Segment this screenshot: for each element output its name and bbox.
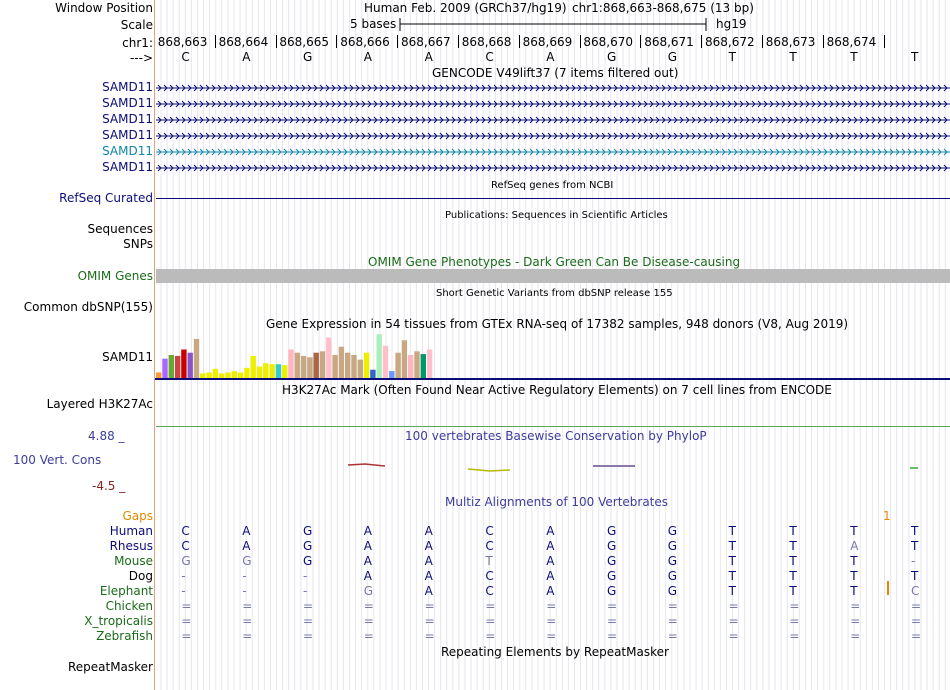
alignment-base: = <box>667 614 678 628</box>
gencode-transcript[interactable] <box>156 163 950 173</box>
alignment-base: = <box>850 629 861 643</box>
gtex-tissue-bar[interactable] <box>332 355 337 378</box>
alignment-base: T <box>911 524 919 538</box>
gtex-tissue-bar[interactable] <box>295 353 300 378</box>
coordinate-tick <box>519 35 520 48</box>
gtex-tissue-bar[interactable] <box>257 367 262 379</box>
coordinate-tick <box>762 35 763 48</box>
coordinate-tick <box>276 35 277 48</box>
alignment-base: - <box>303 584 308 598</box>
alignment-base: = <box>728 614 739 628</box>
base-letter: T <box>911 50 919 64</box>
alignment-base: = <box>789 599 800 613</box>
gtex-tissue-bar[interactable] <box>200 373 205 378</box>
alignment-base: = <box>546 629 557 643</box>
coordinate-label: 868,669 <box>522 35 573 49</box>
gtex-tissue-bar[interactable] <box>414 351 419 378</box>
alignment-base: = <box>303 629 314 643</box>
coordinate-tick <box>640 35 641 48</box>
base-letter: C <box>485 50 494 64</box>
gtex-tissue-bar[interactable] <box>213 369 218 378</box>
omim-label[interactable]: OMIM Genes <box>77 269 153 283</box>
gtex-tissue-bar[interactable] <box>251 356 256 378</box>
alignment-base: = <box>728 599 739 613</box>
alignment-base: = <box>363 614 374 628</box>
alignment-base: T <box>789 539 797 553</box>
alignment-base: C <box>911 584 920 598</box>
alignment-base: A <box>546 569 555 583</box>
gaps-label: Gaps <box>122 509 153 523</box>
alignment-base: = <box>181 629 192 643</box>
base-letter: T <box>728 50 736 64</box>
alignment-base: T <box>789 584 797 598</box>
gtex-tissue-bar[interactable] <box>188 353 193 378</box>
h3k27ac-baseline <box>156 426 950 427</box>
db-text: hg19 <box>716 17 747 31</box>
alignment-base: = <box>728 629 739 643</box>
alignment-base: T <box>789 524 797 538</box>
coordinate-label: 868,666 <box>340 35 390 49</box>
gtex-tissue-bar[interactable] <box>339 347 344 378</box>
alignment-base: T <box>728 539 736 553</box>
base-letter: G <box>667 50 678 64</box>
alignment-base: T <box>728 554 736 568</box>
alignment-base: G <box>607 569 617 583</box>
alignment-base: = <box>181 599 192 613</box>
gtex-tissue-bar[interactable] <box>225 372 230 378</box>
window-position-label: Window Position <box>55 1 153 15</box>
alignment-base: = <box>424 599 435 613</box>
alignment-base: A <box>242 524 251 538</box>
alignment-base: G <box>607 584 617 598</box>
cons-track-title: 100 vertebrates Basewise Conservation by PhyloP <box>405 429 707 443</box>
multiz-species-label[interactable]: Zebrafish <box>96 629 153 643</box>
base-letter: A <box>424 50 433 64</box>
cons-min-label: -4.5 _ <box>92 479 126 493</box>
coordinate-label: 868,673 <box>765 35 816 49</box>
alignment-base: C <box>181 539 190 553</box>
base-letter: A <box>363 50 373 64</box>
alignment-base: T <box>728 524 736 538</box>
repeatmasker-track-title: Repeating Elements by RepeatMasker <box>441 645 669 659</box>
gtex-track-title: Gene Expression in 54 tissues from GTEx RNA-seq of 17382 samples, 948 donors (V8, Aug 2019) <box>266 317 849 331</box>
scale-bar <box>398 17 710 33</box>
alignment-base: = <box>546 614 557 628</box>
gencode-gene-label[interactable]: SAMD11 <box>102 128 153 142</box>
alignment-base: T <box>485 554 493 568</box>
alignment-base: G <box>242 554 252 568</box>
base-letter: C <box>181 50 190 64</box>
alignment-base: G <box>667 584 678 598</box>
multiz-species-label[interactable]: Elephant <box>99 584 153 598</box>
gtex-tissue-bar[interactable] <box>169 355 174 378</box>
coordinate-label: 868,665 <box>279 35 330 49</box>
alignment-base: A <box>546 554 555 568</box>
alignment-base: = <box>363 599 374 613</box>
alignment-base: A <box>546 539 555 553</box>
coordinate-tick <box>397 35 398 48</box>
alignment-base: A <box>363 554 373 568</box>
alignment-base: A <box>424 524 433 538</box>
cons-max-label: 4.88 _ <box>88 429 125 443</box>
alignment-base: G <box>363 584 374 598</box>
gaps-value: 1 <box>883 509 891 523</box>
alignment-base: T <box>728 584 736 598</box>
coordinate-label: 868,674 <box>826 35 877 49</box>
alignment-base: C <box>181 524 190 538</box>
gtex-tissue-bar[interactable] <box>370 370 375 378</box>
gtex-tissue-bar[interactable] <box>314 353 319 378</box>
coordinate-tick <box>458 35 459 48</box>
gencode-gene-label[interactable]: SAMD11 <box>102 160 153 174</box>
gtex-tissue-bar[interactable] <box>421 354 426 378</box>
alignment-base: T <box>911 569 919 583</box>
alignment-base: A <box>424 554 433 568</box>
gtex-tissue-bar[interactable] <box>320 351 325 378</box>
alignment-base: A <box>363 569 373 583</box>
alignment-base: = <box>424 629 435 643</box>
base-letter: A <box>546 50 555 64</box>
base-letter: T <box>850 50 858 64</box>
alignment-base: T <box>850 524 858 538</box>
alignment-base: - <box>242 584 247 598</box>
alignment-base: C <box>485 539 494 553</box>
scale-label: Scale <box>120 18 153 32</box>
alignment-base: C <box>485 524 494 538</box>
gencode-gene-label[interactable]: SAMD11 <box>102 112 153 126</box>
cons-label[interactable]: 100 Vert. Cons <box>13 453 102 467</box>
alignment-base: = <box>363 629 374 643</box>
coordinate-tick <box>215 35 216 48</box>
multiz-track-title: Multiz Alignments of 100 Vertebrates <box>445 495 669 509</box>
multiz-species-label[interactable]: Dog <box>128 569 153 583</box>
base-letter: T <box>789 50 797 64</box>
alignment-base: T <box>850 554 858 568</box>
alignment-base: = <box>667 599 678 613</box>
cons-wiggle <box>340 460 940 476</box>
alignment-base: = <box>485 629 496 643</box>
coordinate-label: 868,670 <box>583 35 634 49</box>
alignment-base: = <box>181 614 192 628</box>
alignment-base: = <box>911 614 922 628</box>
alignment-base: A <box>424 569 433 583</box>
multiz-species-label[interactable]: Mouse <box>114 554 153 568</box>
gtex-tissue-bar[interactable] <box>427 349 432 378</box>
gtex-tissue-bar[interactable] <box>232 371 237 378</box>
coordinate-label: 868,664 <box>218 35 269 49</box>
alignment-base: A <box>424 584 433 598</box>
multiz-species-label[interactable]: Human <box>109 524 153 538</box>
alignment-base: = <box>242 629 253 643</box>
assembly-title: Human Feb. 2009 (GRCh37/hg19) <box>364 1 567 15</box>
alignment-base: = <box>546 599 557 613</box>
gtex-label[interactable]: SAMD11 <box>102 350 153 364</box>
alignment-base: A <box>850 539 859 553</box>
alignment-base: = <box>485 599 496 613</box>
sequences-label[interactable]: Sequences <box>87 222 153 236</box>
gtex-tissue-bar[interactable] <box>244 368 249 378</box>
alignment-base: = <box>607 614 618 628</box>
refseq-label[interactable]: RefSeq Curated <box>59 191 153 205</box>
gtex-tissue-bar[interactable] <box>358 360 363 378</box>
h3k27ac-track-title: H3K27Ac Mark (Often Found Near Active Regulatory Elements) on 7 cell lines from ENCODE <box>282 383 832 397</box>
gtex-tissue-bar[interactable] <box>326 338 331 378</box>
alignment-base: = <box>789 629 800 643</box>
publications-track-title: Publications: Sequences in Scientific Articles <box>445 210 668 221</box>
alignment-base: = <box>667 629 678 643</box>
alignment-base: = <box>850 614 861 628</box>
gencode-gene-label[interactable]: SAMD11 <box>102 96 153 110</box>
refseq-track-title: RefSeq genes from NCBI <box>491 180 614 191</box>
gtex-tissue-bar[interactable] <box>282 365 287 378</box>
alignment-base: T <box>728 569 736 583</box>
alignment-base: - <box>181 569 186 583</box>
gtex-tissue-bar[interactable] <box>206 372 211 378</box>
alignment-base: C <box>485 569 494 583</box>
gtex-tissue-bar[interactable] <box>156 372 161 378</box>
alignment-base: = <box>607 599 618 613</box>
gtex-tissue-bar[interactable] <box>162 359 167 378</box>
coordinate-label: 868,668 <box>461 35 512 49</box>
gencode-gene-label[interactable]: SAMD11 <box>102 80 153 94</box>
alignment-base: A <box>546 524 555 538</box>
coordinate-label: 868,671 <box>644 35 694 49</box>
alignment-base: A <box>363 524 373 538</box>
gencode-transcript[interactable] <box>156 131 950 141</box>
base-letter: G <box>607 50 617 64</box>
gtex-tissue-bar[interactable] <box>219 373 224 378</box>
alignment-base: = <box>911 599 922 613</box>
base-letter: A <box>242 50 251 64</box>
gencode-transcript[interactable] <box>156 83 950 93</box>
alignment-base: G <box>303 539 313 553</box>
gencode-track-title: GENCODE V49lift37 (7 items filtered out) <box>432 66 679 80</box>
alignment-base: G <box>303 554 313 568</box>
alignment-base: = <box>485 614 496 628</box>
gencode-transcript[interactable] <box>156 115 950 125</box>
h3k27ac-label[interactable]: Layered H3K27Ac <box>46 397 153 411</box>
gtex-chart[interactable] <box>155 332 950 382</box>
alignment-base: = <box>607 629 618 643</box>
gtex-tissue-bar[interactable] <box>263 363 268 378</box>
coordinate-label: 868,663 <box>157 35 208 49</box>
alignment-base: G <box>607 554 617 568</box>
snps-label[interactable]: SNPs <box>123 237 153 251</box>
alignment-base: G <box>607 524 617 538</box>
gtex-tissue-bar[interactable] <box>364 353 369 378</box>
gencode-transcript[interactable] <box>156 99 950 109</box>
alignment-base: = <box>911 629 922 643</box>
alignment-base: A <box>546 584 555 598</box>
coordinate-tick <box>336 35 337 48</box>
coordinate-tick <box>580 35 581 48</box>
alignment-base: G <box>667 524 678 538</box>
alignment-base: = <box>789 614 800 628</box>
alignment-base: = <box>303 614 314 628</box>
alignment-base: G <box>667 569 678 583</box>
gtex-tissue-bar[interactable] <box>377 334 382 378</box>
alignment-base: T <box>911 539 919 553</box>
refseq-track-line <box>156 198 950 199</box>
gtex-tissue-bar[interactable] <box>276 364 281 378</box>
alignment-base: - <box>303 569 308 583</box>
alignment-base: = <box>242 599 253 613</box>
gtex-tissue-bar[interactable] <box>345 353 350 378</box>
coordinate-tick <box>884 35 885 48</box>
omim-track-bar <box>156 269 950 283</box>
alignment-base: = <box>850 599 861 613</box>
coordinate-label: 868,672 <box>705 35 755 49</box>
alignment-base: G <box>303 524 313 538</box>
repeatmasker-label[interactable]: RepeatMasker <box>67 660 153 674</box>
gtex-tissue-bar[interactable] <box>307 357 312 378</box>
coordinate-tick <box>701 35 702 48</box>
gtex-tissue-bar[interactable] <box>181 349 186 378</box>
position-text: chr1:868,663-868,675 (13 bp) <box>572 1 754 15</box>
gtex-tissue-bar[interactable] <box>175 356 180 378</box>
alignment-base: - <box>911 554 916 568</box>
base-letter: G <box>303 50 313 64</box>
alignment-base: G <box>607 539 617 553</box>
gtex-tissue-bar[interactable] <box>194 339 199 378</box>
alignment-base: A <box>363 539 373 553</box>
dbsnp-track-title: Short Genetic Variants from dbSNP release 155 <box>436 288 673 299</box>
dbsnp-label[interactable]: Common dbSNP(155) <box>23 300 153 314</box>
multiz-species-label[interactable]: Chicken <box>105 599 153 613</box>
alignment-base: = <box>303 599 314 613</box>
alignment-base: T <box>850 569 858 583</box>
gtex-tissue-bar[interactable] <box>395 353 400 378</box>
alignment-base: - <box>181 584 186 598</box>
alignment-base: G <box>667 554 678 568</box>
alignment-base: T <box>850 584 858 598</box>
gtex-tissue-bar[interactable] <box>383 346 388 378</box>
alignment-base: A <box>424 539 433 553</box>
coordinate-tick <box>823 35 824 48</box>
alignment-base: = <box>242 614 253 628</box>
alignment-base: - <box>242 569 247 583</box>
gtex-tissue-bar[interactable] <box>389 371 394 378</box>
chr-label: chr1: <box>122 36 153 50</box>
multiz-species-label[interactable]: Rhesus <box>109 539 153 553</box>
gtex-tissue-bar[interactable] <box>288 349 293 378</box>
alignment-base: T <box>789 554 797 568</box>
alignment-base: A <box>242 539 251 553</box>
scale-text: 5 bases <box>350 17 397 31</box>
gtex-tissue-bar[interactable] <box>351 355 356 378</box>
gtex-tissue-bar[interactable] <box>408 355 413 378</box>
multiz-species-label[interactable]: X_tropicalis <box>84 614 153 628</box>
alignment-base: G <box>181 554 191 568</box>
gencode-transcript[interactable] <box>156 147 950 157</box>
gtex-tissue-bar[interactable] <box>238 372 243 378</box>
gencode-gene-label[interactable]: SAMD11 <box>102 144 153 158</box>
alignment-base: = <box>424 614 435 628</box>
alignment-base: T <box>789 569 797 583</box>
alignment-base: G <box>667 539 678 553</box>
coordinate-label: 868,667 <box>401 35 451 49</box>
gtex-tissue-bar[interactable] <box>269 364 274 378</box>
gap-marker <box>887 581 889 595</box>
strand-label: ---> <box>129 51 153 65</box>
gtex-tissue-bar[interactable] <box>402 340 407 378</box>
alignment-base: C <box>485 584 494 598</box>
gtex-tissue-bar[interactable] <box>301 356 306 378</box>
omim-track-title: OMIM Gene Phenotypes - Dark Green Can Be Disease-causing <box>368 255 741 269</box>
